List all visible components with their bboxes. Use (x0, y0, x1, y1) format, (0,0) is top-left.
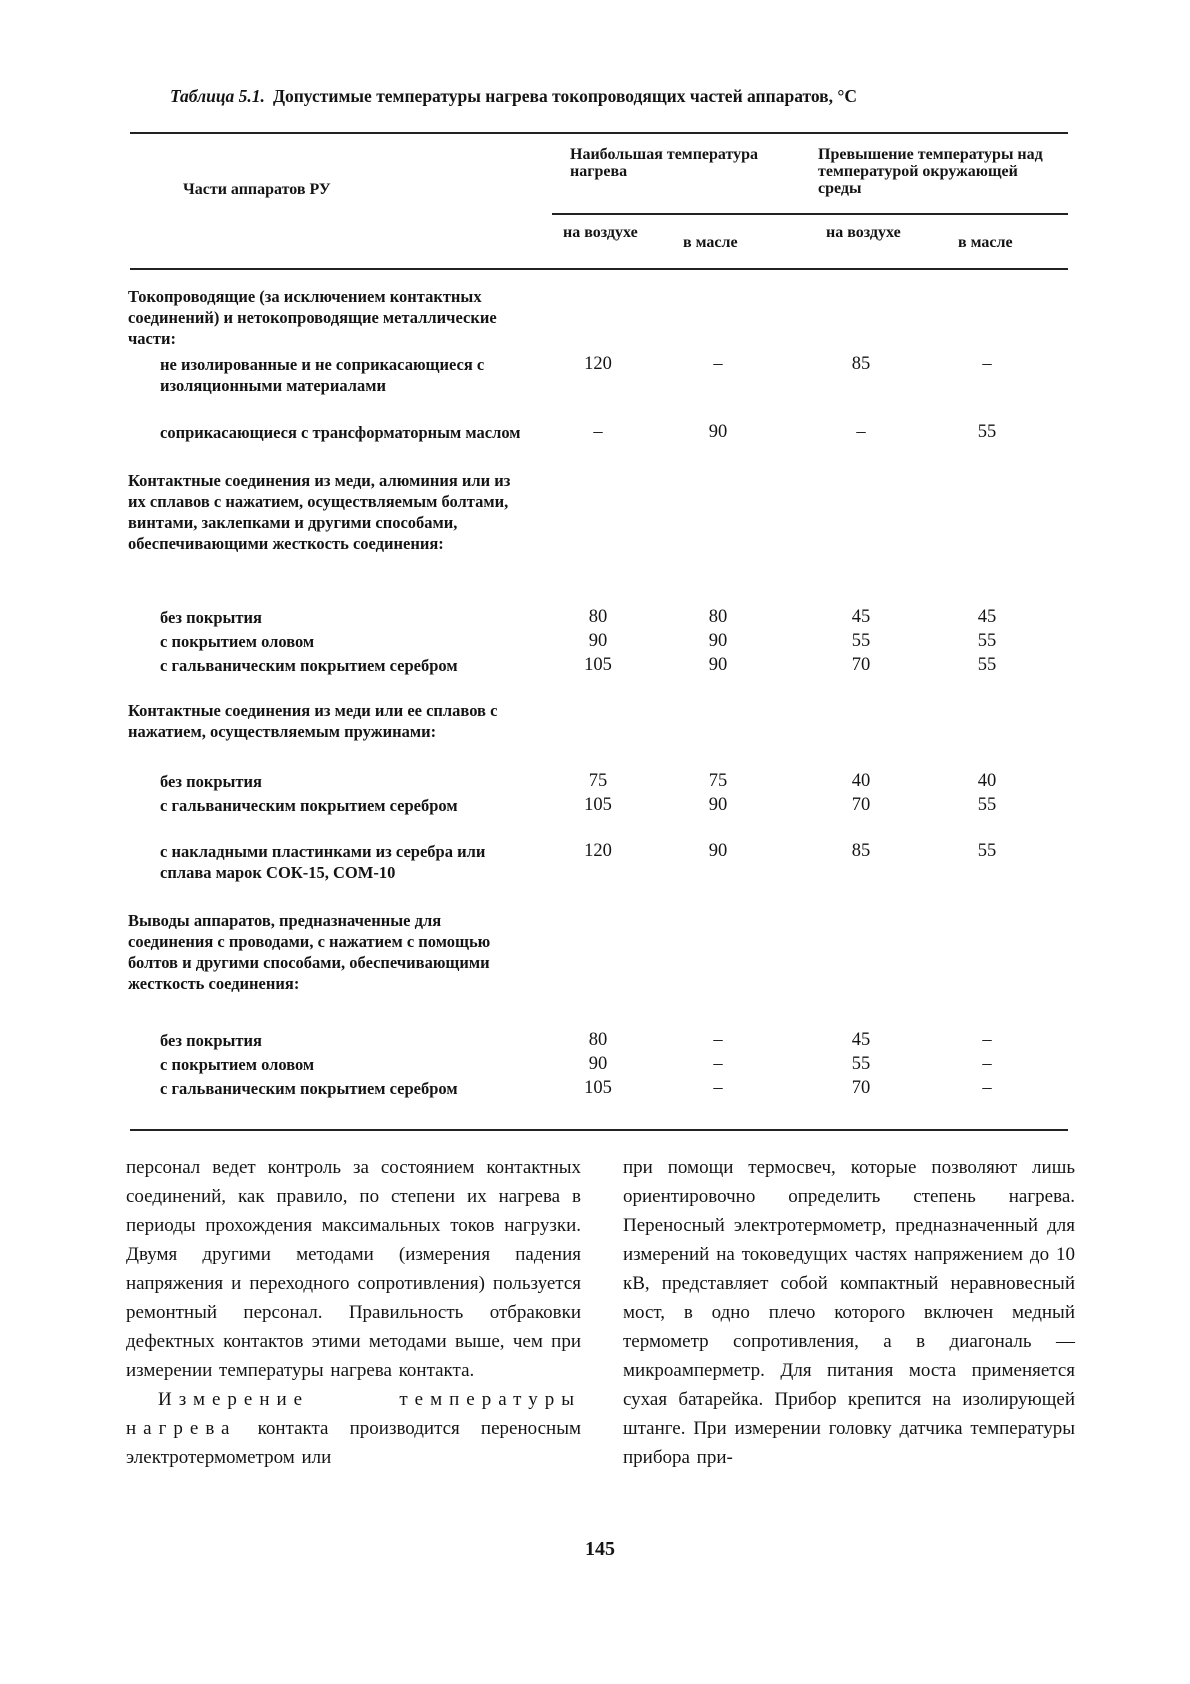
row-label: Токопроводящие (за исключением контактных соединений) и нетокопроводящие металлические части: (128, 287, 497, 348)
row-value: – (982, 1030, 992, 1050)
row-value: 90 (708, 422, 728, 442)
row-value: 75 (708, 771, 728, 791)
row-value: 90 (708, 841, 728, 861)
row-value: – (982, 1078, 992, 1098)
header-oil-2: в масле (958, 234, 1013, 251)
row-value: 45 (851, 1030, 871, 1050)
table-top-rule (130, 132, 1068, 134)
row-value: 55 (977, 422, 997, 442)
row-label: Контактные соединения из меди или ее сплавов с нажатием, осуществляемым пружинами: (128, 701, 498, 741)
row-value: – (982, 1054, 992, 1074)
row-label: с гальваническим покрытием серебром (160, 656, 458, 675)
body-paragraph: персонал ведет контроль за состоянием контактных соединений, как правило, по степени их нагрева в периоды прохождения максимальных токов нагрузки. Двумя другими методами (измерения падения напряжения и переходного сопротивления) пользуется ремонтный персонал. Правильность отбраковки дефектных контактов этими методами выше, чем при измерении температуры нагрева контакта. (126, 1157, 581, 1381)
row-value: 70 (851, 655, 871, 675)
body-column-right (623, 1153, 1075, 1472)
row-value: – (713, 354, 723, 374)
row-value: 90 (708, 655, 728, 675)
row-label: с гальваническим покрытием серебром (160, 1079, 458, 1098)
table-caption-title: Допустимые температуры нагрева токопроводящих частей аппаратов, °С (272, 86, 858, 106)
row-label: с гальваническим покрытием серебром (160, 796, 458, 815)
row-value: – (713, 1078, 723, 1098)
row-value: 90 (588, 1054, 608, 1074)
body-paragraph: при помощи термосвеч, которые позволяют лишь ориентировочно определить степень нагрева. Переносный электротермометр, предназначенный для измерений на токоведущих частях напряжением до 10 кВ, представляет собой компактный неравновесный мост, в одно плечо которого включен медный термометр сопротивления, а в диагональ — микроамперметр. Для питания моста применяется сухая батарейка. Прибор крепится на изолирующей штанге. При измерении головку датчика температуры прибора при- (623, 1157, 1075, 1468)
row-label: без покрытия (160, 608, 262, 627)
row-value: 40 (977, 771, 997, 791)
row-value: 45 (977, 607, 997, 627)
header-group-rule (552, 213, 1068, 215)
row-value: 55 (977, 795, 997, 815)
row-value: – (593, 422, 603, 442)
row-value: 90 (708, 795, 728, 815)
row-value: 85 (851, 841, 871, 861)
row-value: 70 (851, 1078, 871, 1098)
row-value: 55 (977, 631, 997, 651)
row-value: 55 (851, 1054, 871, 1074)
row-value: – (713, 1030, 723, 1050)
row-value: 55 (977, 655, 997, 675)
row-label: Контактные соединения из меди, алюминия или из их сплавов с нажатием, осуществляемым болтами, винтами, заклепками и другими способами, обеспечивающими жесткость соединения: (128, 471, 511, 553)
body-column-left (126, 1153, 581, 1472)
table-caption-label: Таблица 5.1. (170, 86, 265, 106)
row-label: с покрытием оловом (160, 632, 315, 651)
row-value: 105 (584, 655, 612, 675)
spaced-emphasis: Измерение температуры нагрева (126, 1389, 581, 1439)
header-parts: Части аппаратов РУ (183, 181, 331, 198)
table-caption (170, 86, 1050, 107)
row-value: 120 (584, 354, 612, 374)
row-label: с накладными пластинками из серебра или сплава марок СОК-15, СОМ-10 (160, 842, 486, 882)
row-label: соприкасающиеся с трансформаторным маслом (160, 423, 521, 442)
header-air-2: на воздухе (826, 224, 901, 241)
row-value: 120 (584, 841, 612, 861)
row-value: 105 (584, 1078, 612, 1098)
row-label: Выводы аппаратов, предназначенные для соединения с проводами, с нажатием с помощью болтов и другими способами, обеспечивающими жесткость соединения: (128, 911, 491, 993)
row-value: 80 (708, 607, 728, 627)
row-label: не изолированные и не соприкасающиеся с изоляционными материалами (160, 355, 485, 395)
row-label: без покрытия (160, 772, 262, 791)
page-number: 145 (585, 1538, 615, 1560)
row-value: – (982, 354, 992, 374)
header-air-1: на воздухе (563, 224, 638, 241)
table-bottom-rule (130, 1129, 1068, 1131)
row-value: 55 (851, 631, 871, 651)
row-value: 85 (851, 354, 871, 374)
row-value: 90 (708, 631, 728, 651)
row-value: 90 (588, 631, 608, 651)
row-value: 105 (584, 795, 612, 815)
row-value: 75 (588, 771, 608, 791)
header-bottom-rule (130, 268, 1068, 270)
row-label: с покрытием оловом (160, 1055, 315, 1074)
header-max-temp: Наибольшая температура нагрева (570, 146, 759, 180)
row-value: 55 (977, 841, 997, 861)
body-text: контакта производится переносным электротермометром или (126, 1418, 581, 1468)
row-label: без покрытия (160, 1031, 262, 1050)
row-value: 80 (588, 607, 608, 627)
row-value: – (713, 1054, 723, 1074)
row-value: 70 (851, 795, 871, 815)
header-oil-1: в масле (683, 234, 738, 251)
row-value: 45 (851, 607, 871, 627)
body-paragraph (126, 1385, 581, 1472)
row-value: 40 (851, 771, 871, 791)
header-excess-temp: Превышение температуры над температурой окружающей среды (818, 146, 1043, 197)
row-value: 80 (588, 1030, 608, 1050)
row-value: – (856, 422, 866, 442)
